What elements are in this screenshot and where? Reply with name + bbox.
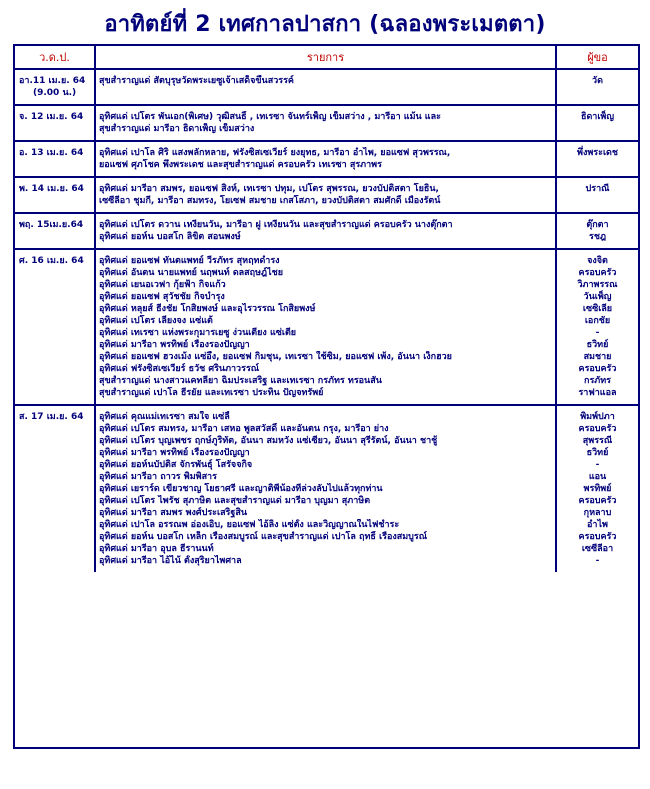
table-row xyxy=(15,406,638,572)
intention-line: อุทิศแด่ ยอแซฟ ฮวงเม้ง แซ่อึ้ง, ยอแซฟ กิมชุน, เทเรซา ใช้ซิม, ยอแซฟ เพ้ง, อันนา เง็กฮวย xyxy=(99,352,452,362)
intention-line: อุทิศแด่ มารีอา อุบล ธีรานนท์ xyxy=(99,544,214,554)
intention-line: เซซีลีอา ชุมกี, มารีอา สมทรง, โยเซฟ สมชาย เกสโสภา, ยวงบัปติสตา สมศักดิ์ เมืองรัตน์ xyxy=(99,196,441,206)
row-intentions xyxy=(94,142,555,178)
requester-name: พิมพ์ปภา xyxy=(580,412,615,422)
row-date-text: อา.11 เม.ย. 64 xyxy=(19,76,86,86)
row-requester xyxy=(555,178,638,214)
intention-line: อุทิศแด่ คุณแม่เทเรซา สมใจ แซ่ลี้ xyxy=(99,412,230,422)
intention-line: อุทิศแด่ เปาโล ศิริ แสงพลักหลาย, ฟรังซิสเซเวียร์ ยงยุทธ, มารีอา อำไพ, ยอแซฟ สุวพรรณ, xyxy=(99,148,451,158)
requester-name: - xyxy=(595,460,600,470)
row-intentions xyxy=(94,70,555,106)
row-intentions xyxy=(94,214,555,250)
intention-line: ยอแซฟ ศุภโชค พึ่งพระเดช และสุขสำราญแด่ ครอบครัว เทเรซา สุรภาพร xyxy=(99,160,382,170)
requester-name: กุหลาบ xyxy=(583,508,612,518)
requester-name: ราฟาแอล xyxy=(578,388,617,398)
intention-line: อุทิศแด่ เปโตร ดวาน เหงียนวัน, มารีอา ฝู เหงียนวัน และสุขสำราญแด่ ครอบครัว นางตุ๊กตา xyxy=(99,220,453,230)
intention-line: สุขสำราญแด่ เปาโล ธีรยัย และเทเรซา ประทิน ปัญจทรัพย์ xyxy=(99,388,324,398)
requester-name: ธวิทย์ xyxy=(586,448,609,458)
requester-name: ครอบครัว xyxy=(578,496,617,506)
row-intentions xyxy=(94,178,555,214)
table-row xyxy=(15,250,638,406)
row-date-text: อ. 13 เม.ย. 64 xyxy=(19,148,84,158)
mass-intention-table xyxy=(13,44,640,749)
intention-line: อุทิศแด่ ยอห์นบัปติส จักรพันธุ์ โสรัจจกิจ xyxy=(99,460,253,470)
requester-name: ครอบครัว xyxy=(578,364,617,374)
intention-line: อุทิศแด่ ยอห์น บอสโก เหล็ก เรืองสมบูรณ์ และสุขสำราญแด่ เปาโล ฤทธิ์ เรืองสมบูรณ์ xyxy=(99,532,428,542)
requester-name: ปราณี xyxy=(585,184,610,194)
requester-name: สมชาย xyxy=(583,352,612,362)
intention-line: อุทิศแด่ ยอแซฟ สุวัชชัย กิจบำรุง xyxy=(99,292,225,302)
row-requester xyxy=(555,406,638,572)
requester-name: ครอบครัว xyxy=(578,532,617,542)
page-title: อาทิตย์ที่ 2 เทศกาลปาสกา (ฉลองพระเมตตา) xyxy=(104,12,546,37)
intention-line: อุทิศแด่ เยราร์ด เขียวชาญ โยธาศรี และญาติพี่น้องที่ล่วงลับไปแล้วทุกท่าน xyxy=(99,484,383,494)
intention-line: อุทิศแด่ มารีอา พรทิพย์ เรืองรองปัญญา xyxy=(99,448,250,458)
header-requester: ผู้ขอ xyxy=(555,46,638,70)
requester-name: พึ่งพระเดช xyxy=(577,148,618,158)
table-row xyxy=(15,178,638,214)
row-date-text: พฤ. 15เม.ย.64 xyxy=(19,220,84,230)
row-date xyxy=(15,178,94,214)
table-row xyxy=(15,106,638,142)
requester-name: เอกชัย xyxy=(584,316,611,326)
intention-line: อุทิศแด่ ยอแซฟ ทันตแพทย์ วีรภัทร สุหฤทดำรง xyxy=(99,256,280,266)
intention-line: อุทิศแด่ ยอห์น บอสโก ลิขิต สอนพงษ์ xyxy=(99,232,241,242)
requester-name: อำไพ xyxy=(587,520,608,530)
intention-line: อุทิศแด่ เยนอเวฟา กุ้ยฟ้า กิจแก้ว xyxy=(99,280,226,290)
intention-line: อุทิศแด่ ฟรังซิสเซเวียร์ ธวัช ศรินภาวรรณ์ xyxy=(99,364,260,374)
row-requester xyxy=(555,250,638,406)
header-date: ว.ด.ป. xyxy=(15,46,94,70)
intention-line: อุทิศแด่ มารีอา พรทิพย์ เรืองรองปัญญา xyxy=(99,340,250,350)
requester-name: จงจิต xyxy=(587,256,608,266)
row-date xyxy=(15,406,94,572)
requester-name: ตุ๊กตา xyxy=(586,220,609,230)
row-intentions xyxy=(94,406,555,572)
intention-line: สุขสำราญแด่ มารีอา ธิดาเพ็ญ เข็มสว่าง xyxy=(99,124,255,134)
requester-name: - xyxy=(595,556,600,566)
intention-table xyxy=(15,46,638,572)
row-requester xyxy=(555,214,638,250)
intention-line: อุทิศแด่ เปโตร สมทรง, มารีอา เสหอ พูลสวัสดิ์ และอันตน กรุง, มารีอา ย่าง xyxy=(99,424,389,434)
requester-name: ครอบครัว xyxy=(578,424,617,434)
intention-line: อุทิศแด่ เปโตร ไพรัช สุภาษิต และสุขสำราญแด่ มารีอา บุญมา สุภาษิต xyxy=(99,496,371,506)
intention-line: อุทิศแด่ มารีอา สมพร พงศ์ประเสริฐสิน xyxy=(99,508,248,518)
requester-name: - xyxy=(595,328,600,338)
intention-line: อุทิศแด่ เปโตร เลี่ยงจง แซ่แต้ xyxy=(99,316,213,326)
row-intentions xyxy=(94,106,555,142)
row-date-text: ศ. 16 เม.ย. 64 xyxy=(19,256,84,266)
intention-line: อุทิศแด่ เทเรซา แห่งพระกุมารเยซู ง่วนเตียง แซ่เตีย xyxy=(99,328,297,338)
requester-name: เซซีลีอา xyxy=(581,544,614,554)
intention-line: อุทิศแด่ เปโตร พันเอก(พิเศษ) วุฒิสนธิ์ , เทเรซา จันทร์เพ็ญ เข็มสว่าง , มารีอา แม้น และ xyxy=(99,112,441,122)
intention-line: อุทิศแด่ มารีอา สมพร, ยอแซฟ สิงห์, เทเรซา ปทุม, เปโตร สุพรรณ, ยวงบัปติสตา โยธิน, xyxy=(99,184,439,194)
requester-name: เซซิเลีย xyxy=(582,304,613,314)
intention-line: สุขสำราญแด่ นางสาวแคทลียา ฉิมประเสริฐ และเทเรซา กรภัทร ทรอนสัน xyxy=(99,376,382,386)
intention-line: อุทิศแด่ เปาโล อรรณพ อ่องเอิบ, ยอแซฟ ไอ้ลิ่ง แซ่ตั้ง และวิญญาณในไฟชำระ xyxy=(99,520,400,530)
row-date xyxy=(15,142,94,178)
row-date-text: ส. 17 เม.ย. 64 xyxy=(19,412,84,422)
intention-line: อุทิศแด่ หลุยส์ ธีงชัย โกสิยพงษ์ และอุไรวรรณ โกสิยพงษ์ xyxy=(99,304,316,314)
row-requester xyxy=(555,106,638,142)
table-row xyxy=(15,142,638,178)
requester-name: สุพรรณี xyxy=(582,436,613,446)
requester-name: วิภาพรรณ xyxy=(577,280,618,290)
row-date xyxy=(15,70,94,106)
intention-line: สุขสำราญแด่ สัตบุรุษวัดพระเยซูเจ้าเสด็จขึ้นสวรรค์ xyxy=(99,76,294,86)
requester-name: กรภัทร xyxy=(584,376,611,386)
requester-name: ธิดาเพ็ญ xyxy=(580,112,615,122)
intention-line: อุทิศแด่ มารีอา ไอ้ไน้ ตั้งสุริยาไพศาล xyxy=(99,556,242,566)
header-row xyxy=(15,46,638,70)
intention-line: อุทิศแด่ มารีอา ถาวร พิมพิสาร xyxy=(99,472,217,482)
row-date xyxy=(15,214,94,250)
intention-line: อุทิศแด่ อันตน นายแพทย์ นฤพนท์ ดลสฤษฎ์ไชย xyxy=(99,268,284,278)
requester-name: ธวิทย์ xyxy=(586,340,609,350)
row-date xyxy=(15,250,94,406)
row-intentions xyxy=(94,250,555,406)
requester-name: รชฎ xyxy=(589,232,606,242)
intention-line: อุทิศแด่ เปโตร บุญเพชร ฤกษ์ภูริทัต, อันนา สมหวัง แซ่เซียว, อันนา สุรีรัตน์, อันนา ชาชู้ xyxy=(99,436,438,446)
requester-name: วัด xyxy=(592,76,603,86)
table-row xyxy=(15,70,638,106)
row-date xyxy=(15,106,94,142)
requester-name: พรทิพย์ xyxy=(583,484,612,494)
row-time: (9.00 น.) xyxy=(33,88,77,98)
row-date-text: จ. 12 เม.ย. 64 xyxy=(19,112,84,122)
requester-name: วันเพ็ญ xyxy=(583,292,612,302)
requester-name: แอน xyxy=(588,472,607,482)
row-requester xyxy=(555,70,638,106)
header-items: รายการ xyxy=(94,46,555,70)
table-row xyxy=(15,214,638,250)
requester-name: ครอบครัว xyxy=(578,268,617,278)
row-date-text: พ. 14 เม.ย. 64 xyxy=(19,184,84,194)
row-requester xyxy=(555,142,638,178)
